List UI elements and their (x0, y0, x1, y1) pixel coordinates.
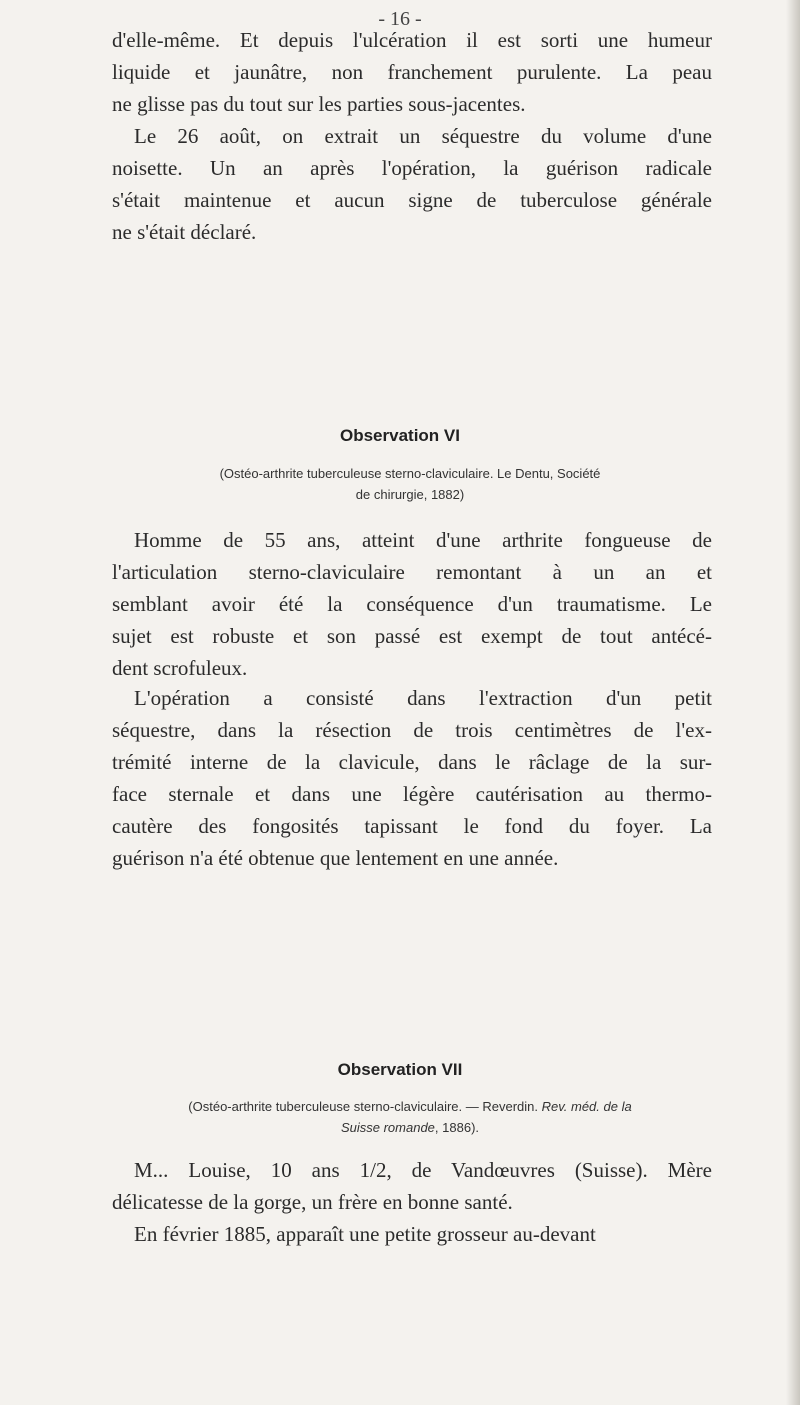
text-line: semblant avoir été la conséquence d'un traumatisme. Le (112, 592, 712, 616)
text-line: Le 26 août, on extrait un séquestre du volume d'une (134, 124, 712, 148)
source-line: (Ostéo-arthrite tuberculeuse sterno-claviculaire. Le Dentu, Société (219, 466, 601, 481)
source-line: de chirurgie, 1882) (355, 487, 465, 502)
text-line: En février 1885, apparaît une petite grosseur au-devant (134, 1222, 596, 1246)
page-number: - 16 - (378, 8, 422, 30)
journal-title: Rev. méd. de la (541, 1099, 632, 1114)
text-line: liquide et jaunâtre, non franchement purulente. La peau (112, 60, 712, 84)
text-line: L'opération a consisté dans l'extraction d'un petit (134, 686, 712, 710)
paragraph-6 (112, 1218, 712, 1250)
journal-title: Suisse romande (340, 1120, 435, 1135)
paragraph-4 (112, 682, 712, 874)
page-edge-shadow (786, 0, 800, 1405)
text-line: d'elle-même. Et depuis l'ulcération il est sorti une humeur (112, 28, 712, 52)
text-line: cautère des fongosités tapissant le fond du foyer. La (112, 814, 712, 838)
observation-vi-title: Observation VI (340, 426, 460, 445)
text-line: sujet est robuste et son passé est exempt de tout antécé- (112, 624, 712, 648)
text-line: ne glisse pas du tout sur les parties sous-jacentes. (112, 92, 526, 116)
source-line: (Ostéo-arthrite tuberculeuse sterno-claviculaire. — Reverdin. Rev. méd. de la (188, 1099, 632, 1114)
text-line: délicatesse de la gorge, un frère en bonne santé. (112, 1190, 513, 1214)
observation-vii-title: Observation VII (337, 1060, 463, 1079)
text-line: noisette. Un an après l'opération, la guérison radicale (112, 156, 712, 180)
text-line: séquestre, dans la résection de trois centimètres de l'ex- (112, 718, 712, 742)
observation-vi-source (100, 463, 720, 505)
observation-vii-source (100, 1096, 720, 1138)
text-line: face sternale et dans une légère cautérisation au thermo- (112, 782, 712, 806)
text-line: trémité interne de la clavicule, dans le râclage de la sur- (112, 750, 712, 774)
paragraph-2 (112, 120, 712, 248)
paragraph-3 (112, 524, 712, 684)
text-line: l'articulation sterno-claviculaire remontant à un an et (112, 560, 712, 584)
text-line: ne s'était déclaré. (112, 220, 257, 244)
text-line: guérison n'a été obtenue que lentement en une année. (112, 846, 559, 870)
paragraph-1 (112, 24, 712, 120)
text-line: s'était maintenue et aucun signe de tuberculose générale (112, 188, 712, 212)
text-line: Homme de 55 ans, atteint d'une arthrite fongueuse de (134, 528, 712, 552)
source-line: Suisse romande, 1886). (340, 1120, 480, 1135)
text-line: dent scrofuleux. (112, 656, 248, 680)
paragraph-5 (112, 1154, 712, 1218)
text-line: M... Louise, 10 ans 1/2, de Vandœuvres (Suisse). Mère (134, 1158, 712, 1182)
